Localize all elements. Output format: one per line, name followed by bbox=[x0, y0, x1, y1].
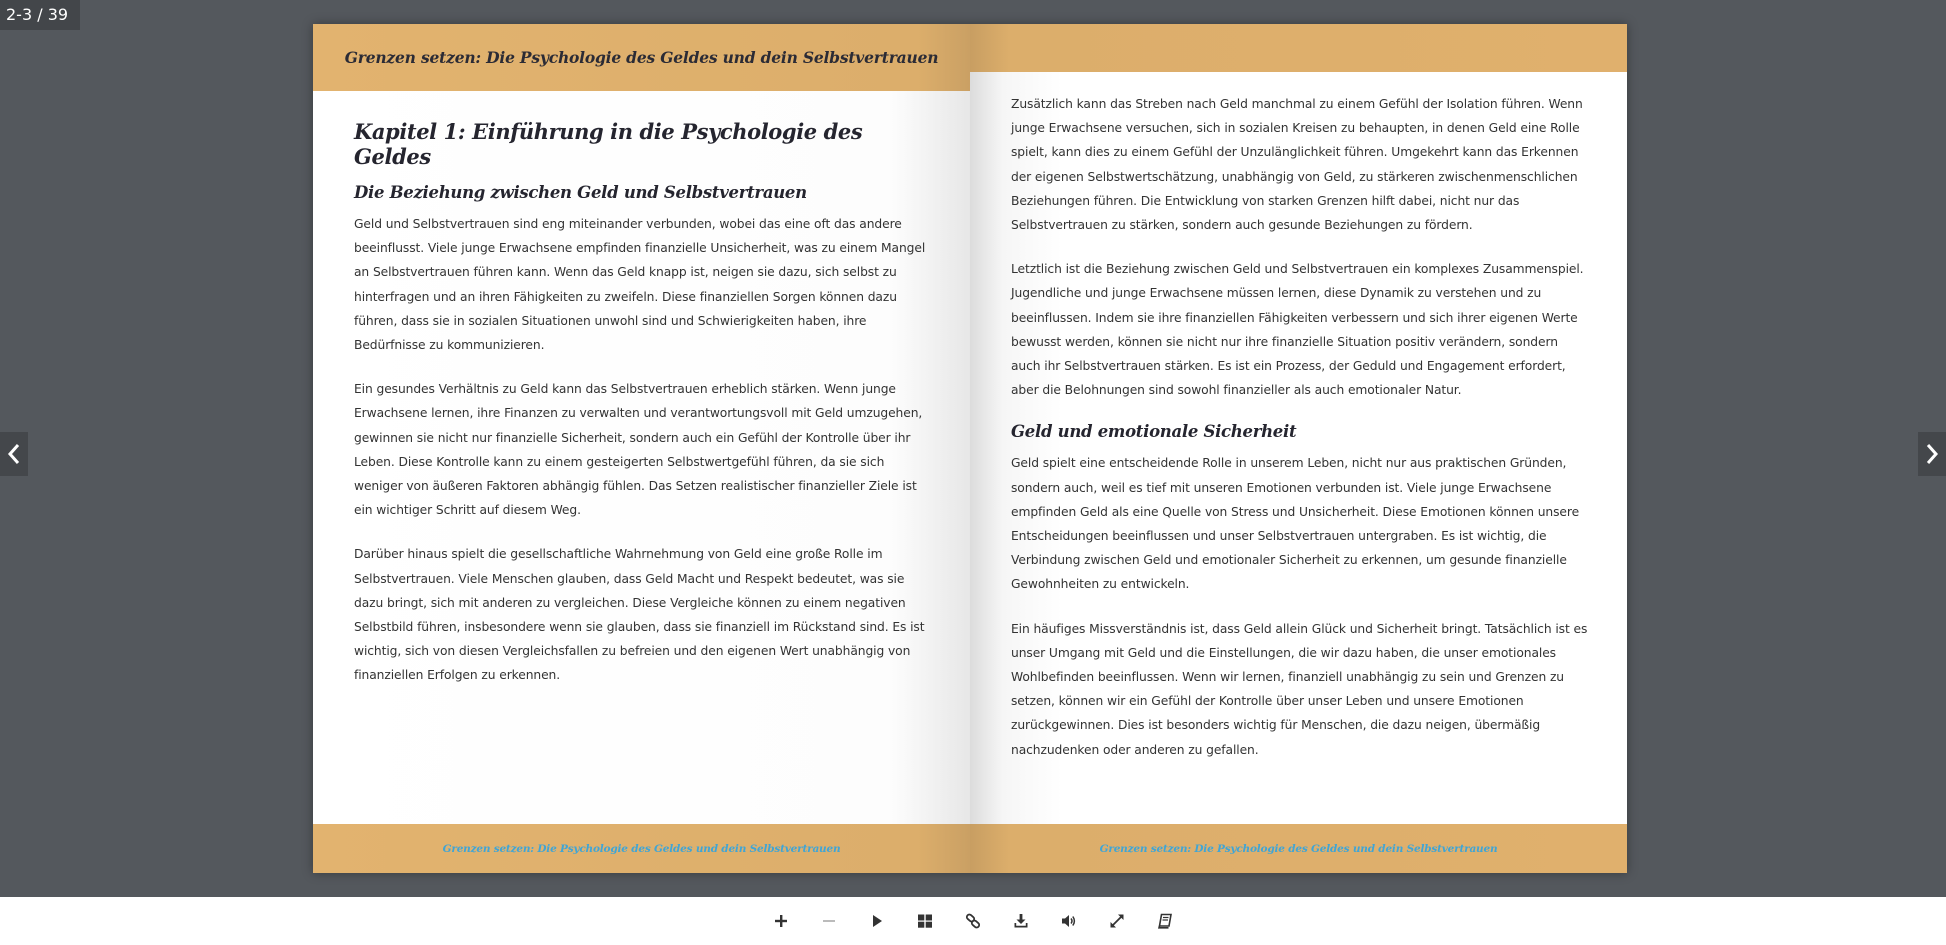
chapter-title: Kapitel 1: Einführung in die Psychologie des Geldes bbox=[354, 119, 863, 169]
next-page-button[interactable] bbox=[1918, 432, 1946, 476]
left-page-header bbox=[313, 24, 970, 91]
page-counter: 2-3 / 39 bbox=[0, 0, 80, 30]
paragraph: Letztlich ist die Beziehung zwischen Geld und Selbstvertrauen ein komplexes Zusammenspiel. Jugendliche und junge Erwachsene müssen lernen, diese Dynamik zu verstehen und zu beeinflussen. Indem sie ihre finanziellen Fähigkeiten verbessern und sich ihrer eigenen Werte bewusst werden, können sie nicht nur ihre finanzielle Situation positiv verändern, sondern auch ihr Selbstvertrauen stärken. Es ist ein Prozess, der Geduld und Engagement erfordert, aber die Belohnungen sind sowohl finanzieller als auch emotionaler Natur. bbox=[1011, 262, 1584, 398]
sound-toggle-button[interactable] bbox=[1045, 897, 1093, 945]
thumbnails-button[interactable] bbox=[901, 897, 949, 945]
viewer-toolbar bbox=[0, 897, 1946, 945]
fullscreen-icon bbox=[1109, 913, 1125, 929]
right-page-footer bbox=[970, 824, 1627, 873]
thumbnails-grid-icon bbox=[917, 913, 933, 929]
fullscreen-button[interactable] bbox=[1093, 897, 1141, 945]
zoom-out-icon bbox=[821, 913, 837, 929]
previous-page-button[interactable] bbox=[0, 432, 28, 476]
zoom-in-icon bbox=[773, 913, 789, 929]
right-page-footer-title: Grenzen setzen: Die Psychologie des Geldes und dein Selbstvertrauen bbox=[1099, 842, 1498, 855]
download-icon bbox=[1013, 913, 1029, 929]
zoom-in-button[interactable] bbox=[757, 897, 805, 945]
section-title: Geld und emotionale Sicherheit bbox=[1011, 422, 1297, 442]
left-page-content bbox=[354, 119, 929, 708]
paragraph: Ein häufiges Missverständnis ist, dass Geld allein Glück und Sicherheit bringt. Tatsächlich ist es unser Umgang mit Geld und die Einstellungen, die wir dazu haben, die unser emotionales Wohlbefinden beeinflussen. Wenn wir lernen, finanziell unabhängig zu sein und Grenzen zu setzen, können wir ein Gefühl der Kontrolle über unser Leben und unsere Emotionen zurückgewinnen. Dies ist besonders wichtig für Menschen, die dazu neigen, übermäßig nachzudenken oder anderen zu gefallen. bbox=[1011, 621, 1588, 757]
paragraph: Geld und Selbstvertrauen sind eng miteinander verbunden, wobei das eine oft das andere beeinflusst. Viele junge Erwachsene empfinden finanzielle Unsicherheit, was zu einem Mangel an Selbstvertrauen führen kann. Wenn das Geld knapp ist, neigen sie dazu, sich selbst zu hinterfragen und an ihren Fähigkeiten zu zweifeln. Diese finanziellen Sorgen können dazu führen, dass sie in sozialen Situationen unwohl sind und Schwierigkeiten haben, ihre Bedürfnisse zu kommunizieren. bbox=[354, 217, 926, 353]
download-button[interactable] bbox=[997, 897, 1045, 945]
paragraph: Ein gesundes Verhältnis zu Geld kann das Selbstvertrauen erheblich stärken. Wenn junge Erwachsene lernen, ihre Finanzen zu verwalten und verantwortungsvoll mit Geld umzugehen, gewinnen sie nicht nur finanzielle Sicherheit, sondern auch ein Gefühl der Kontrolle über ihr Leben. Diese Kontrolle kann zu einem gesteigerten Selbstwertgefühl führen, da sie sich weniger von äußeren Faktoren abhängig fühlen. Das Setzen realistischer finanzieller Ziele ist ein wichtiger Schritt auf diesem Weg. bbox=[354, 382, 923, 518]
chevron-right-icon bbox=[1925, 443, 1939, 465]
paragraph: Darüber hinaus spielt die gesellschaftliche Wahrnehmung von Geld eine große Rolle im Selbstvertrauen. Viele Menschen glauben, dass Geld Macht und Respekt bedeutet, was sie dazu bringt, sich mit anderen zu vergleichen. Diese Vergleiche können zu einem negativen Selbstbild führen, insbesondere wenn sie glauben, dass sie finanziell im Rückstand sind. Es ist wichtig, sich von diesen Vergleichsfallen zu befreien und den eigenen Wert unabhängig von finanziellen Erfolgen zu erkennen. bbox=[354, 547, 925, 683]
left-page bbox=[313, 24, 970, 873]
autoplay-button[interactable] bbox=[853, 897, 901, 945]
right-page bbox=[970, 24, 1627, 873]
right-page-content bbox=[1011, 92, 1591, 782]
book-icon bbox=[1157, 913, 1173, 929]
share-link-icon bbox=[965, 913, 981, 929]
paragraph: Geld spielt eine entscheidende Rolle in unserem Leben, nicht nur aus praktischen Gründen, sondern auch, weil es tief mit unseren Emotionen verbunden ist. Viele junge Erwachsene empfinden Geld als eine Quelle von Stress und Unsicherheit. Diese Emotionen können unsere Entscheidungen beeinflussen und unser Selbstvertrauen untergraben. Es ist wichtig, die Verbindung zwischen Geld und emotionaler Sicherheit zu erkennen, um gesunde finanzielle Gewohnheiten zu entwickeln. bbox=[1011, 456, 1580, 592]
zoom-out-button[interactable] bbox=[805, 897, 853, 945]
sound-icon bbox=[1061, 913, 1077, 929]
paragraph: Zusätzlich kann das Streben nach Geld manchmal zu einem Gefühl der Isolation führen. Wenn junge Erwachsene versuchen, sich in sozialen Kreisen zu behaupten, in denen Geld eine Rolle spielt, kann dies zu einem Gefühl der Unzulänglichkeit führen. Umgekehrt kann das Erkennen der eigenen Selbstwertschätzung, unabhängig von Geld, zu stärkeren zwischenmenschlichen Beziehungen führen. Die Entwicklung von starken Grenzen hilft dabei, nicht nur das Selbstvertrauen zu stärken, sondern auch gesunde Beziehungen zu fördern. bbox=[1011, 97, 1583, 233]
right-page-header bbox=[970, 24, 1627, 72]
left-page-header-title: Grenzen setzen: Die Psychologie des Geldes und dein Selbstvertrauen bbox=[344, 48, 939, 67]
left-page-footer bbox=[313, 824, 970, 873]
section-title: Die Beziehung zwischen Geld und Selbstvertrauen bbox=[354, 183, 807, 202]
table-of-contents-button[interactable] bbox=[1141, 897, 1189, 945]
flipbook-spread bbox=[313, 24, 1627, 873]
chevron-left-icon bbox=[7, 443, 21, 465]
share-button[interactable] bbox=[949, 897, 997, 945]
left-page-footer-title: Grenzen setzen: Die Psychologie des Geldes und dein Selbstvertrauen bbox=[442, 842, 841, 855]
play-icon bbox=[869, 913, 885, 929]
